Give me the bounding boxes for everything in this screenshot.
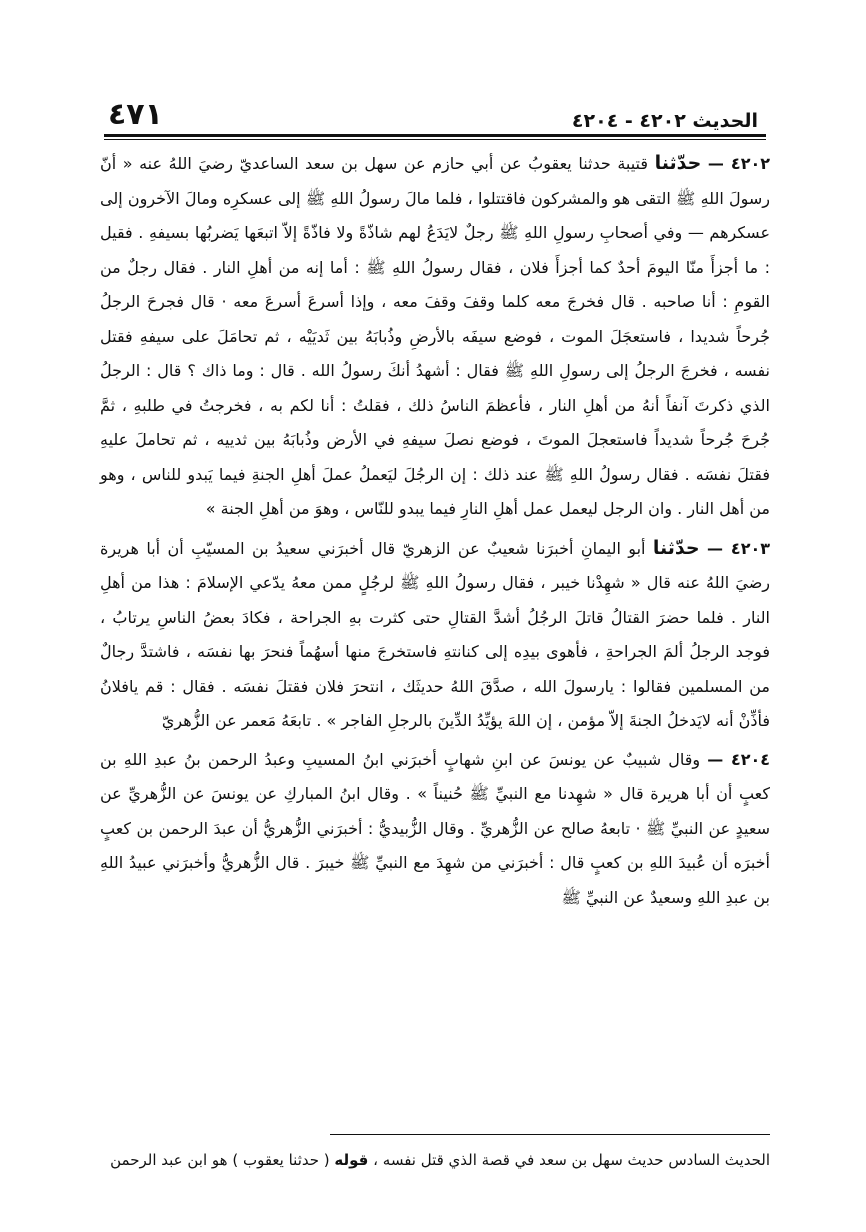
page-header (108, 88, 758, 132)
hadith-range-heading: الحديث ٤٢٠٢ - ٤٢٠٤ (571, 110, 758, 132)
hadith-4203 (100, 531, 770, 739)
footnote (100, 1146, 770, 1174)
hadith-number: ٤٢٠٣ — (707, 538, 770, 558)
hadith-keyword: حدّثنا (652, 536, 700, 559)
footnote-rule (330, 1134, 770, 1135)
page-number: ٤٧١ (108, 97, 163, 132)
hadith-text: وقال شبيبٌ عن يونسَ عن ابنِ شهابٍ أخبرَني ابنُ المسيبِ وعبدُ الرحمن بنُ عبدِ اللهِ بن كعبٍ أن أبا هريرة قال « شهِدنا مع النبيِّ ﷺ حُنيناً » . وقال ابنُ المباركِ عن يونسَ عن الزُّهريِّ عن سعيدٍ عن النبيِّ ﷺ · تابعهُ صالح عن الزُّهريِّ . وقال الزُّبيديُّ : أخبرَني الزُّهريُّ أن عبدَ الرحمن بن كعبٍ أخبرَه أن عُبيدَ اللهِ بن كعبٍ قال : أخبرَني من شهِدَ مع النبيِّ ﷺ خيبرَ . قال الزُّهريُّ وأخبرَني عبيدُ اللهِ بن عبدِ اللهِ وسعيدٌ عن النبيِّ ﷺ (100, 749, 770, 907)
hadith-text: أبو اليمانِ أخبرَنا شعيبٌ عن الزهريّ قال أخبرَني سعيدُ بن المسيّبِ أن أبا هريرة رضيَ اللهُ عنه قال « شهِدْنا خيبر ، فقال رسولُ اللهِ ﷺ لرجُلٍ ممن معهُ يدّعي الإسلامَ : هذا من أهلِ النار . فلما حضرَ القتالُ قاتلَ الرجُلُ أشدَّ القتالِ حتى كثرت بهِ الجراحة ، فكادَ بعضُ الناسِ يرتابُ ، فوجد الرجلُ ألمَ الجراحةِ ، فأهوى بيدِه إلى كنانتهِ فاستخرجَ منها أسهُماً فنحرَ بها نفسَه ، فاشتدَّ رجالٌ من المسلمين فقالوا : يارسولَ الله ، صدَّقَ اللهُ حديثَك ، انتحرَ فلان فقتلَ نفسَه . فقال : قم يافلانُ فأذِّنْ أنه لايَدخلُ الجنةَ إلاّ مؤمن ، إن اللهَ يؤيِّدُ الدِّينَ بالرجلِ الفاجر » . تابعَهُ مَعمر عن الزُّهريّ (100, 538, 770, 730)
footnote-quote: ( حدثنا يعقوب ) هو ابن عبد الرحمن (110, 1151, 330, 1169)
hadith-4202 (100, 146, 770, 527)
header-rule (104, 134, 766, 137)
hadith-4204 (100, 743, 770, 916)
header-rule-thin (104, 139, 766, 140)
page-body (100, 146, 770, 915)
hadith-number: ٤٢٠٤ — (707, 749, 770, 769)
footnote-text: الحديث السادس حديث سهل بن سعد في قصة الذي قتل نفسه ، (373, 1151, 770, 1169)
footnote-keyword: قوله (334, 1151, 369, 1169)
hadith-text: قتيبة حدثنا يعقوبُ عن أبي حازم عن سهل بن سعد الساعديّ رضيَ اللهُ عنه « أنّ رسولَ اللهِ ﷺ التقى هو والمشركون فاقتتلوا ، فلما مالَ رسولُ اللهِ ﷺ إلى عسكرِه ومالَ الآخرون إلى عسكرهم — وفي أصحابِ رسولِ اللهِ ﷺ رجلٌ لايَدَعُ لهم شاذّةً ولا فاذّةً إلاّ اتبعَها يَضربُها بسيفهِ . فقيل : ما أجزأَ منّا اليومَ أحدٌ كما أجزأَ فلان ، فقال رسولُ اللهِ ﷺ : أما إنه من أهلِ النار . فقال رجلٌ من القومِ : أنا صاحبه . قال فخرجَ معه كلما وقفَ وقفَ معه ، وإذا أسرعَ أسرعَ معه · قال فجرحَ الرجلُ جُرحاً شديدا ، فاستعجَلَ الموت ، فوضع سيفَه بالأرضِ وذُبابَهُ بين ثَديَيْه ، ثم تحامَلَ على سيفهِ فقتل نفسه ، فخرجَ الرجلُ إلى رسولِ اللهِ ﷺ فقال : أشهدُ أنكَ رسولُ الله . قال : وما ذاك ؟ قال : الرجلُ الذي ذكرتَ آنفاً أنهُ من أهلِ النار ، فأعظمَ الناسُ ذلك ، فقلتُ : أنا لكم به ، فخرجتُ في طلبهِ ، ثمَّ جُرحَ جُرحاً شديداً فاستعجلَ الموتَ ، فوضع نصلَ سيفهِ في الأرض وذُبابَهُ بين ثدييه ، ثم تحاملَ عليهِ فقتلَ نفسَه . فقال رسولُ اللهِ ﷺ عند ذلك : إن الرجُلَ ليَعملُ عملَ أهلِ الجنةِ فيما يَبدو للناس ، وهو من أهل النار . وان الرجل ليعمل عمل أهلِ النارِ فيما يبدو للنّاس ، وهوَ من أهلِ الجنة » (100, 154, 770, 518)
hadith-number: ٤٢٠٢ — (707, 154, 770, 173)
hadith-keyword: حدّثنا (654, 152, 702, 174)
